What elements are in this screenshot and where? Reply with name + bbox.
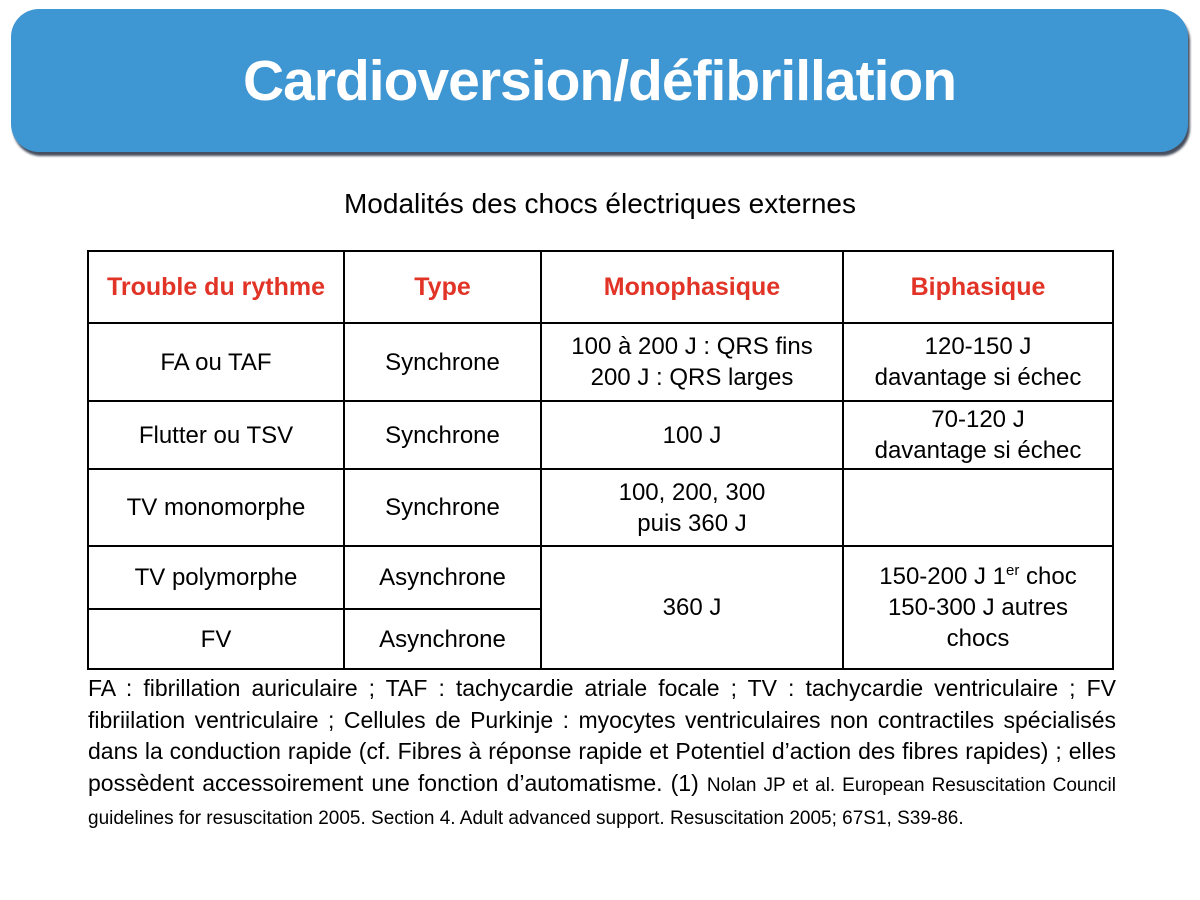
- cell-line: davantage si échec: [874, 364, 1082, 391]
- cell-line: [850, 561, 1106, 592]
- column-header-type: Type: [344, 251, 541, 323]
- cell-line: davantage si échec: [874, 437, 1082, 464]
- subtitle: Modalités des chocs électriques externes: [343, 188, 857, 219]
- cell-line: puis 360 J: [637, 509, 747, 537]
- cell-monophasique: [541, 469, 843, 546]
- cell-line: 120-150 J: [924, 333, 1032, 360]
- cell-line: 200 J : QRS larges: [590, 364, 794, 391]
- cell-biphasique-merged: [843, 546, 1113, 669]
- cell-text: 150-200 J 1: [879, 563, 1007, 590]
- cell-trouble: FA ou TAF: [88, 323, 344, 401]
- column-header-biphasique: Biphasique: [843, 251, 1113, 323]
- cell-type: Synchrone: [344, 323, 541, 401]
- cell-trouble: TV polymorphe: [88, 546, 344, 609]
- cell-trouble: FV: [88, 609, 344, 669]
- superscript-er: er: [1006, 562, 1020, 579]
- shock-modalities-table: [87, 250, 1114, 670]
- cell-type: Asynchrone: [344, 546, 541, 609]
- footnote-main-text: FA : fibrillation auriculaire ; TAF : tachycardie atriale focale ; TV : tachycardie ventriculaire ; FV fibriilation ventriculaire ; Cellules de Purkinje : myocytes ventriculaires non contractiles spécialisés dans la conduction rapide (cf. Fibres à réponse rapide et Potentiel d’action des fibres rapides) ; elles possèdent accessoirement une fonction d’automatisme. (1): [88, 675, 1116, 796]
- cell-biphasique: [843, 323, 1113, 401]
- cell-type: Synchrone: [344, 401, 541, 469]
- footnote-citation: Nolan JP et al. European Resuscitation Council guidelines for resuscitation 2005. Section 4. Adult advanced support. Resuscitation 2005; 67S1, S39-86.: [88, 774, 1116, 829]
- cell-monophasique-merged: 360 J: [541, 546, 843, 669]
- column-header-monophasique: Monophasique: [541, 251, 843, 323]
- cell-monophasique: [541, 323, 843, 401]
- slide-title: Cardioversion/défibrillation: [242, 48, 957, 113]
- cell-type: Synchrone: [344, 469, 541, 546]
- table-row-tv-monomorphe: [88, 469, 1113, 546]
- table-row-flutter-ou-tsv: [88, 401, 1113, 469]
- table-header-row: [88, 251, 1113, 323]
- cell-text: choc: [1019, 563, 1077, 590]
- cell-biphasique-empty: [843, 469, 1113, 546]
- cell-line: 70-120 J: [931, 406, 1025, 433]
- title-banner: [11, 9, 1188, 152]
- cell-monophasique: 100 J: [541, 401, 843, 469]
- cell-line: 100, 200, 300: [618, 478, 766, 506]
- cell-line: chocs: [946, 625, 1010, 652]
- footnote: [88, 673, 1116, 835]
- cell-trouble: Flutter ou TSV: [88, 401, 344, 469]
- column-header-trouble: Trouble du rythme: [88, 251, 344, 323]
- cell-line: 100 à 200 J : QRS fins: [571, 333, 813, 360]
- cell-biphasique: [843, 401, 1113, 469]
- table-row-fa-ou-taf: [88, 323, 1113, 401]
- cell-type: Asynchrone: [344, 609, 541, 669]
- table-row-tv-polymorphe: [88, 546, 1113, 609]
- cell-trouble: TV monomorphe: [88, 469, 344, 546]
- cell-line: 150-300 J autres: [887, 594, 1069, 621]
